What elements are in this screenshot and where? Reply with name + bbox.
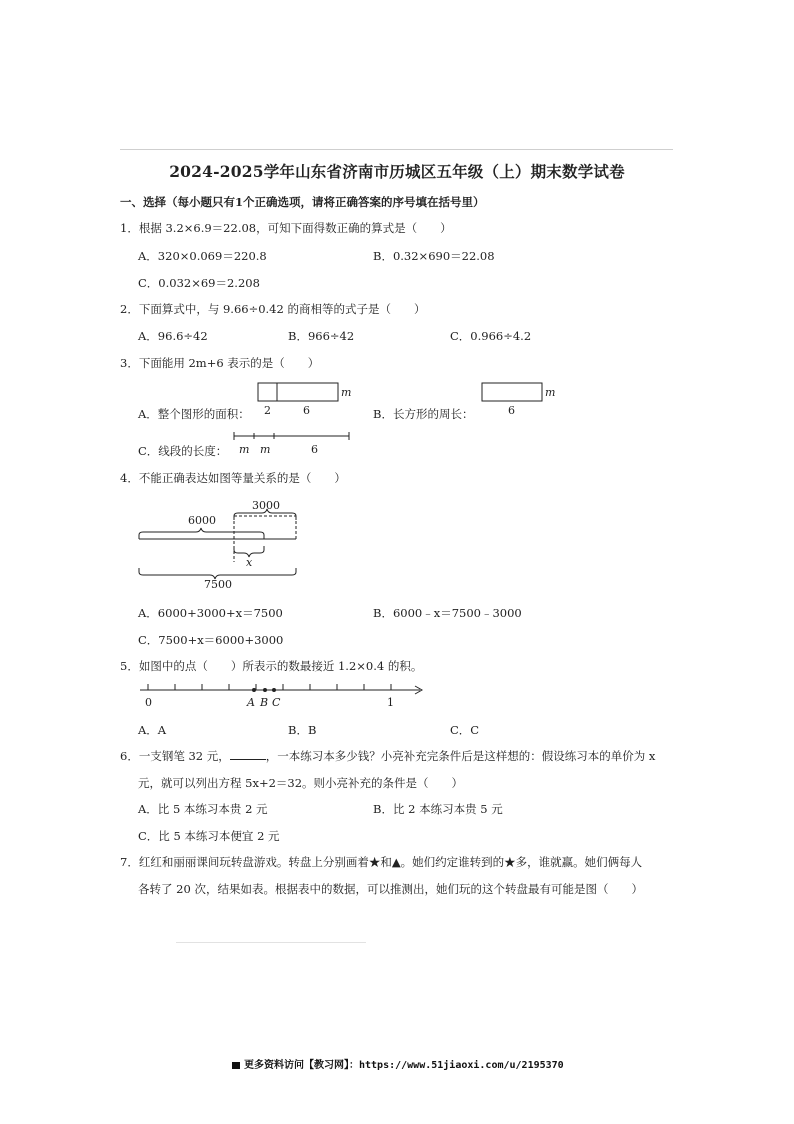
flag-icon — [232, 1062, 240, 1069]
q1-option-c: C．0.032×69＝2.208 — [138, 276, 260, 290]
footer-text: 更多资料访问【教习网】：https://www.51jiaoxi.com/u/2195370 — [244, 1060, 564, 1071]
q2-option-a: A．96.6÷42 — [138, 329, 208, 343]
q2-option-c: C．0.966÷4.2 — [450, 329, 532, 343]
q5-label-1: 1 — [387, 696, 394, 709]
footer — [232, 1056, 564, 1071]
q4-label-x: x — [246, 556, 253, 569]
q5-number-line — [138, 680, 428, 714]
q7-stem-line2: 各转了 20 次，结果如表。根据表中的数据，可以推测出，她们玩的这个转盘最有可能是图（ ） — [138, 882, 643, 896]
q2-stem: 2．下面算式中，与 9.66÷0.42 的商相等的式子是（ ） — [120, 302, 426, 316]
q3a-label-6: 6 — [303, 404, 310, 417]
q1-stem: 1．根据 3.2×6.9＝22.08，可知下面得数正确的算式是（ ） — [120, 221, 452, 235]
q5-option-a: A．A — [138, 723, 167, 737]
q3-option-c: C．线段的长度： — [138, 444, 228, 458]
q1-option-b: B．0.32×690＝22.08 — [373, 249, 495, 263]
q6-stem-line2: 元，就可以列出方程 5x+2＝32。则小亮补充的条件是（ ） — [138, 776, 464, 790]
section-heading: 一、选择（每小题只有1个正确选项，请将正确答案的序号填在括号里） — [120, 195, 485, 209]
q1-option-a: A．320×0.069＝220.8 — [138, 249, 267, 263]
q3-figure-c — [232, 430, 357, 460]
q5-label-c: C — [272, 696, 281, 709]
q5-point-c — [272, 688, 276, 692]
q4-figure — [136, 494, 306, 589]
q4-option-c: C．7500+x＝6000+3000 — [138, 633, 284, 647]
q3c-label-6: 6 — [311, 443, 318, 456]
q5-label-b: B — [260, 696, 269, 709]
q3-figure-b — [480, 380, 570, 420]
q5-label-a: A — [247, 696, 255, 709]
q5-label-0: 0 — [145, 696, 152, 709]
table-top-rule — [176, 942, 366, 943]
header-rule — [120, 149, 673, 150]
q6-option-c: C．比 5 本练习本便宜 2 元 — [138, 829, 280, 843]
q4-option-a: A．6000+3000+x＝7500 — [138, 606, 283, 620]
q6-stem-part1: 6．一支钢笔 32 元， — [120, 749, 230, 763]
q3-option-a: A．整个图形的面积： — [138, 407, 250, 421]
q3a-label-2: 2 — [264, 404, 271, 417]
q4-stem: 4．不能正确表达如图等量关系的是（ ） — [120, 471, 346, 485]
q6-option-b: B．比 2 本练习本贵 5 元 — [373, 802, 503, 816]
q5-point-b — [263, 688, 267, 692]
q6-stem-part2: ，一本练习本多少钱？小亮补充完条件后是这样想的：假设练习本的单价为 x — [265, 749, 656, 763]
q5-option-b: B．B — [288, 723, 317, 737]
q3b-label-m: m — [545, 386, 556, 399]
q6-stem-line1 — [120, 748, 655, 764]
q5-stem: 5．如图中的点（ ）所表示的数最接近 1.2×0.4 的积。 — [120, 659, 423, 673]
q4-label-6000: 6000 — [188, 514, 216, 527]
q4-label-3000: 3000 — [252, 499, 280, 512]
page-title: 2024-2025学年山东省济南市历城区五年级（上）期末数学试卷 — [169, 162, 625, 181]
q6-option-a: A．比 5 本练习本贵 2 元 — [138, 802, 268, 816]
q2-option-b: B．966÷42 — [288, 329, 355, 343]
q4-label-7500: 7500 — [204, 578, 232, 591]
q3-figure-a — [256, 380, 356, 420]
q7-stem-line1: 7．红红和丽丽课间玩转盘游戏。转盘上分别画着★和▲。她们约定谁转到的★多，谁就赢。她们俩每人 — [120, 855, 643, 869]
q3-option-b: B．长方形的周长： — [373, 407, 474, 421]
q5-point-a — [252, 688, 256, 692]
q4-option-b: B．6000﹣x＝7500﹣3000 — [373, 606, 522, 620]
q6-blank — [230, 749, 266, 760]
q5-option-c: C．C — [450, 723, 480, 737]
q3c-label-m1: m — [239, 443, 250, 456]
q3-stem: 3．下面能用 2m+6 表示的是（ ） — [120, 356, 320, 370]
q3c-label-m2: m — [260, 443, 271, 456]
q3a-label-m: m — [341, 386, 352, 399]
q3b-label-6: 6 — [508, 404, 515, 417]
